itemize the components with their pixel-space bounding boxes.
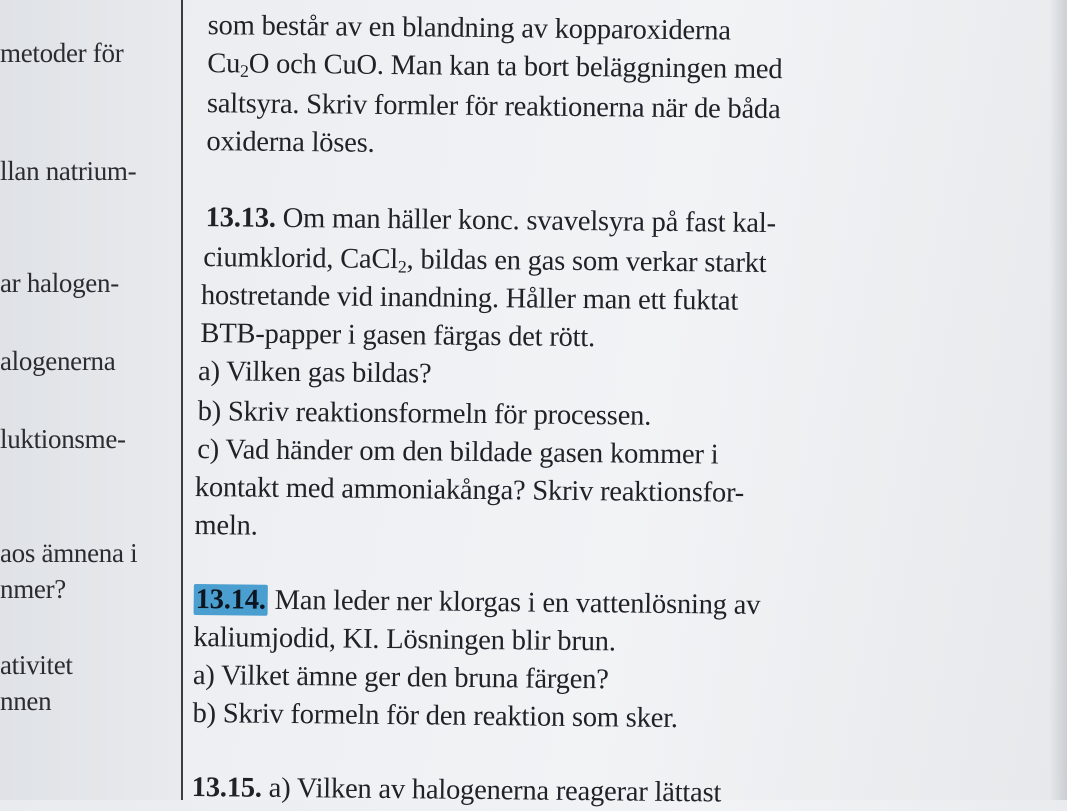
text-line: kontakt med ammoniakånga? Skriv reaktionsfor- (194, 471, 745, 509)
left-margin-line: nmer? (0, 574, 66, 604)
question-a: a) Vilken gas bildas? (197, 356, 432, 390)
text-line: meln. (194, 509, 258, 542)
text-line: som består av en blandning av kopparoxiderna (207, 10, 731, 47)
left-margin-line: alogenerna (0, 346, 116, 376)
text-line: hostretande vid inandning. Håller man ett fuktat (200, 280, 739, 317)
left-page (0, 0, 182, 800)
text-line: oxiderna löses. (206, 126, 375, 159)
text-line: kaliumjodid, KI. Lösningen blir brun. (193, 621, 616, 658)
left-margin-line: ativitet (0, 650, 73, 680)
text-line: BTB-papper i gasen färgas det rött. (200, 318, 596, 354)
text-line: $Cu_2O$ och CuO. Man kan ta bort beläggningen med (207, 48, 783, 86)
highlighted-exercise-number: 13.14. (195, 583, 266, 616)
text-line: saltsyra. Skriv formler för reaktionerna när de båda (206, 88, 781, 126)
exercise-number: 13.13. (205, 202, 276, 234)
exercise-13-15-line: 13.15. a) Vilken av halogenerna reagerar lättast (191, 771, 722, 809)
left-margin-line: ar halogen- (0, 268, 119, 298)
page-edge-shadow (1049, 0, 1067, 800)
exercise-number: 13.15. (191, 771, 262, 804)
left-margin-line: llan natrium- (0, 156, 137, 186)
left-margin-line: luktionsme- (0, 424, 126, 454)
question-c: c) Vad händer om den bildade gasen kommer i (197, 433, 719, 471)
question-b: b) Skriv formeln för den reaktion som sker. (192, 697, 678, 735)
text-line: ciumklorid, CaCl$_2$, bildas en gas som verkar starkt (203, 242, 767, 279)
left-margin-line: aos ämnena i (0, 538, 138, 568)
exercise-13-13-line: 13.13. Om man häller konc. svavelsyra på fast kal- (205, 202, 776, 240)
question-a: a) Vilket ämne ger den bruna färgen? (192, 659, 609, 696)
page-fold-line (181, 0, 183, 800)
left-margin-line: metoder för (0, 38, 124, 68)
exercise-text (191, 0, 900, 809)
exercise-13-14-line: 13.14. Man leder ner klorgas i en vattenlösning av (195, 583, 761, 621)
question-b: b) Skriv reaktionsformeln för processen. (197, 395, 652, 432)
left-margin-line: nnen (0, 686, 52, 716)
